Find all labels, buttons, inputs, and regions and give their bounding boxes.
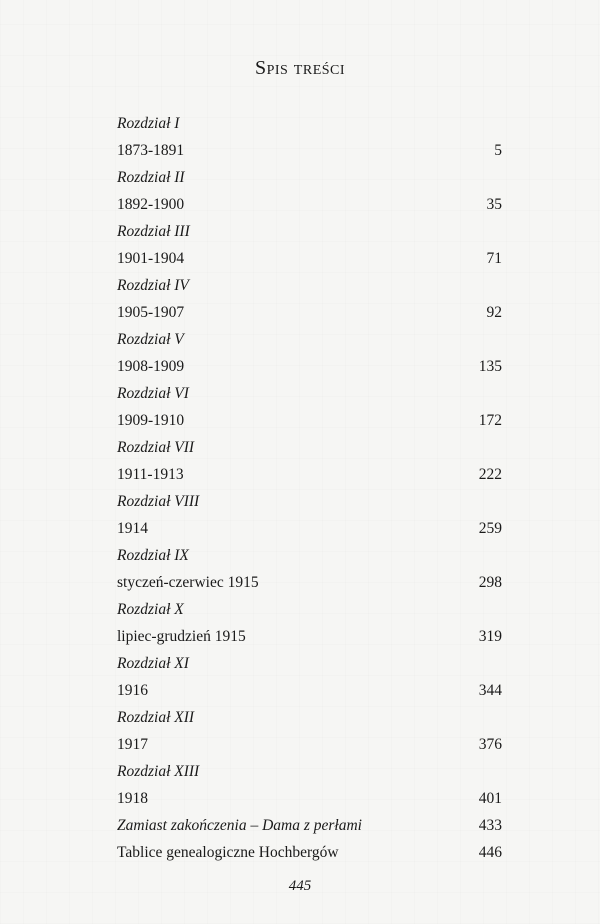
toc-chapter-heading — [117, 596, 502, 623]
toc-chapter-heading — [117, 704, 502, 731]
toc-chapter-heading — [117, 542, 502, 569]
toc-chapter-heading — [117, 488, 502, 515]
toc-entry — [117, 839, 502, 866]
chapter-label: Rozdział VI — [117, 385, 189, 402]
toc-entry — [117, 812, 502, 839]
entry-page-number: 298 — [478, 574, 502, 591]
toc-entry — [117, 137, 502, 164]
entry-label: 1917 — [117, 736, 148, 753]
entry-page-number: 259 — [478, 520, 502, 537]
toc-chapter-heading — [117, 434, 502, 461]
chapter-label: Rozdział XIII — [117, 763, 200, 780]
chapter-label: Rozdział III — [117, 223, 190, 240]
entry-label: 1916 — [117, 682, 148, 699]
toc-chapter-heading — [117, 164, 502, 191]
toc-entry — [117, 623, 502, 650]
entry-page-number: 344 — [478, 682, 502, 699]
entry-page-number: 433 — [478, 817, 502, 834]
toc-entry — [117, 515, 502, 542]
entry-label: 1908-1909 — [117, 358, 185, 375]
entry-label: 1873-1891 — [117, 142, 185, 159]
chapter-label: Rozdział IV — [117, 277, 189, 294]
chapter-label: Rozdział VII — [117, 439, 195, 456]
toc-entry — [117, 785, 502, 812]
entry-page-number: 92 — [486, 304, 502, 321]
chapter-label: Rozdział XI — [117, 655, 189, 672]
entry-label: 1918 — [117, 790, 148, 807]
toc-chapter-heading — [117, 110, 502, 137]
entry-page-number: 319 — [478, 628, 502, 645]
entry-page-number: 35 — [486, 196, 502, 213]
toc-chapter-heading — [117, 650, 502, 677]
entry-label: 1911-1913 — [117, 466, 184, 483]
toc-chapter-heading — [117, 758, 502, 785]
entry-page-number: 401 — [478, 790, 502, 807]
entry-page-number: 376 — [478, 736, 502, 753]
toc-chapter-heading — [117, 218, 502, 245]
page-number: 445 — [288, 878, 312, 894]
entry-page-number: 71 — [486, 250, 502, 267]
entry-label: 1892-1900 — [117, 196, 185, 213]
entry-label: styczeń-czerwiec 1915 — [117, 574, 259, 591]
toc-chapter-heading — [117, 326, 502, 353]
table-of-contents — [117, 110, 502, 866]
toc-entry — [117, 677, 502, 704]
toc-chapter-heading — [117, 272, 502, 299]
entry-label: 1901-1904 — [117, 250, 185, 267]
entry-label: 1909-1910 — [117, 412, 185, 429]
page-title: Spis treści — [254, 57, 346, 79]
entry-label: Zamiast zakończenia – Dama z perłami — [117, 817, 362, 834]
chapter-label: Rozdział VIII — [117, 493, 200, 510]
chapter-label: Rozdział XII — [117, 709, 195, 726]
entry-page-number: 135 — [478, 358, 502, 375]
toc-entry — [117, 191, 502, 218]
toc-entry — [117, 353, 502, 380]
chapter-label: Rozdział II — [117, 169, 185, 186]
toc-entry — [117, 299, 502, 326]
entry-label: Tablice genealogiczne Hochbergów — [117, 844, 339, 861]
toc-entry — [117, 569, 502, 596]
entry-page-number: 222 — [478, 466, 502, 483]
chapter-label: Rozdział I — [117, 115, 180, 132]
toc-entry — [117, 731, 502, 758]
toc-entry — [117, 245, 502, 272]
entry-label: 1905-1907 — [117, 304, 185, 321]
toc-chapter-heading — [117, 380, 502, 407]
toc-entry — [117, 407, 502, 434]
entry-page-number: 5 — [494, 142, 502, 159]
chapter-label: Rozdział V — [117, 331, 184, 348]
entry-label: lipiec-grudzień 1915 — [117, 628, 246, 645]
entry-label: 1914 — [117, 520, 148, 537]
entry-page-number: 446 — [478, 844, 502, 861]
entry-page-number: 172 — [478, 412, 502, 429]
chapter-label: Rozdział IX — [117, 547, 189, 564]
chapter-label: Rozdział X — [117, 601, 184, 618]
toc-entry — [117, 461, 502, 488]
